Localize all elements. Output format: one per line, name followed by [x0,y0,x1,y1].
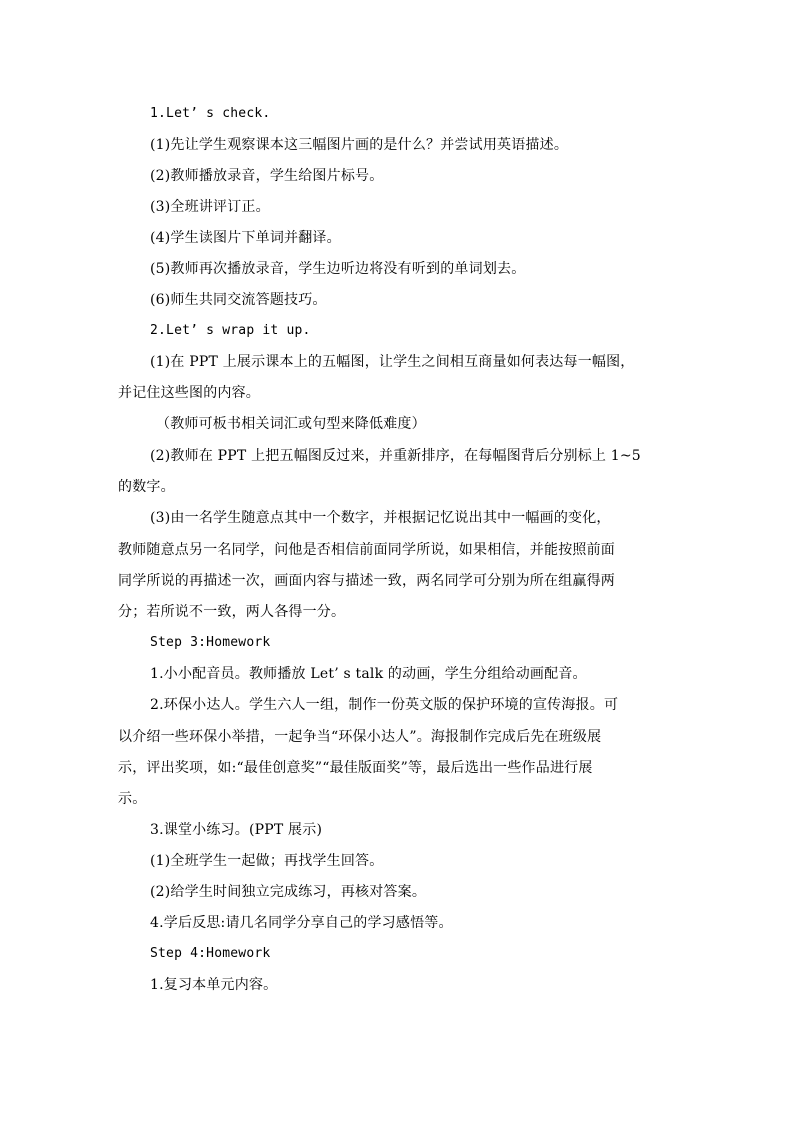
paragraph-line: 分；若所说不一致，两人各得一分。 [118,604,346,620]
paragraph-line: (5)教师再次播放录音，学生边听边将没有听到的单词划去。 [150,261,526,277]
paragraph-line: 同学所说的再描述一次，画面内容与描述一致，两名同学可分别为所在组赢得两 [118,573,615,589]
paragraph-line: 的数字。 [118,479,175,495]
paragraph-line: (6)师生共同交流答题技巧。 [150,292,327,308]
paragraph-line: (3)由一名学生随意点其中一个数字，并根据记忆说出其中一幅画的变化， [150,510,611,526]
paragraph-line: (2)给学生时间独立完成练习，再核对答案。 [150,884,427,900]
paragraph-line: 1.小小配音员。教师播放 Let’ s talk 的动画，学生分组给动画配音。 [150,666,587,682]
paragraph-line: 2.环保小达人。学生六人一组，制作一份英文版的保护环境的宣传海报。可 [150,697,619,713]
section-heading-lets-check: 1.Let’ s check. [150,106,271,121]
paragraph-line: 1.复习本单元内容。 [150,977,278,993]
paragraph-line: 示，评出奖项，如:“最佳创意奖”“最佳版面奖”等，最后选出一些作品进行展 [118,760,593,776]
paragraph-line: (1)全班学生一起做；再找学生回答。 [150,853,384,869]
paragraph-note: （教师可板书相关词汇或句型来降低难度） [156,416,426,432]
section-heading-step-3: Step 3:Homework [150,635,271,650]
paragraph-line: 并记住这些图的内容。 [118,385,260,401]
paragraph-line: (1)在 PPT 上展示课本上的五幅图，让学生之间相互商量如何表达每一幅图， [150,354,635,370]
paragraph-line: (4)学生读图片下单词并翻译。 [150,230,341,246]
paragraph-line: (3)全班讲评订正。 [150,199,270,215]
paragraph-line: 示。 [118,791,147,807]
paragraph-line: 以介绍一些环保小举措，一起争当“环保小达人”。海报制作完成后先在班级展 [118,729,602,745]
paragraph-line: 教师随意点另一名同学，问他是否相信前面同学所说，如果相信，并能按照前面 [118,542,615,558]
paragraph-line: 3.课堂小练习。(PPT 展示) [150,822,323,838]
section-heading-lets-wrap-it-up: 2.Let’ s wrap it up. [150,323,311,338]
paragraph-line: (2)教师在 PPT 上把五幅图反过来，并重新排序，在每幅图背后分别标上 1~5 [150,448,641,464]
paragraph-line: 4.学后反思:请几名同学分享自己的学习感悟等。 [150,915,453,931]
section-heading-step-4: Step 4:Homework [150,946,271,961]
paragraph-line: (1)先让学生观察课本这三幅图片画的是什么？并尝试用英语描述。 [150,137,569,153]
paragraph-line: (2)教师播放录音，学生给图片标号。 [150,168,384,184]
